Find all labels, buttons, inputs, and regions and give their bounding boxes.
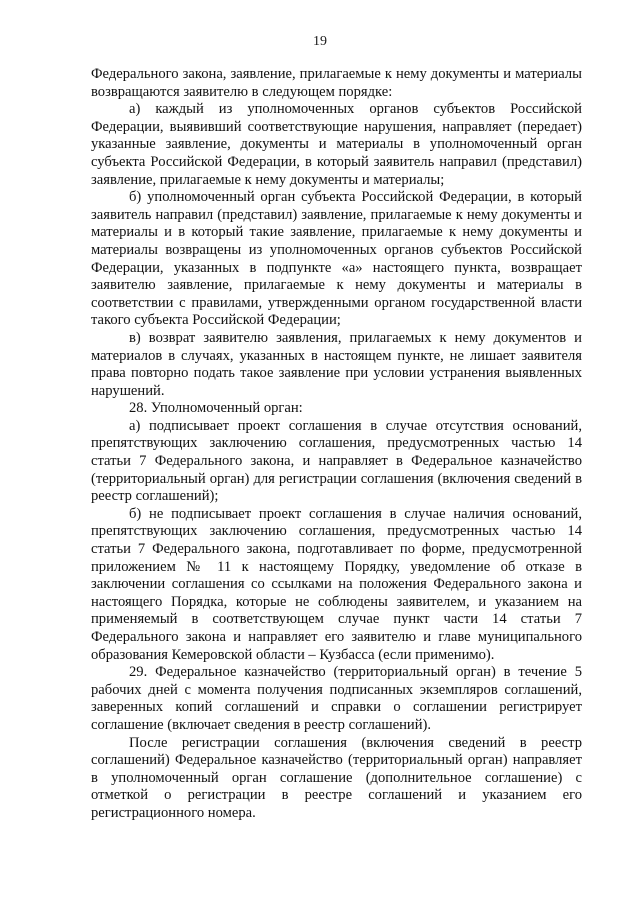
paragraph-subitem-a: а) каждый из уполномоченных органов субъектов Российской Федерации, выявивший соответствующие нарушения, направляет (передает) указанные заявление, документы и материалы в уполномоченный орган субъекта Российской Федерации, в который заявитель направил (представил) заявление, прилагаемые к нему документы и материалы; — [91, 101, 582, 188]
paragraph-subitem-b: б) уполномоченный орган субъекта Российской Федерации, в который заявитель направил (представил) заявление, прилагаемые к нему документы и материалы и в который такие заявление, прилагаемые к нему документы и материалы возвращены из уполномоченных органов субъектов Российской Федерации, указанных в подпункте «а» настоящего пункта, возвращает заявителю заявление, прилагаемые к нему документы и материалы в соответствии с правилами, утвержденными органом государственной власти такого субъекта Российской Федерации; — [91, 189, 582, 329]
page-number: 19 — [313, 34, 327, 49]
document-body — [91, 66, 582, 823]
paragraph-item-28: 28. Уполномоченный орган: — [129, 400, 303, 417]
paragraph-continuation: Федерального закона, заявление, прилагаемые к нему документы и материалы возвращаются заявителю в следующем порядке: — [91, 66, 582, 100]
paragraph-item-28-a: а) подписывает проект соглашения в случае отсутствия оснований, препятствующих заключению соглашения, предусмотренных частью 14 статьи 7 Федерального закона, и направляет в Федеральное казначейство (территориальный орган) для регистрации соглашения (включения сведений в реестр соглашений); — [91, 417, 582, 505]
paragraph-after-registration: После регистрации соглашения (включения сведений в реестр соглашений) Федеральное казначейство (территориальный орган) направляет в уполномоченный орган соглашение (дополнительное соглашение) с отметкой о регистрации в реестре соглашений и указанием его регистрационного номера. — [91, 734, 582, 821]
paragraph-item-28-b: б) не подписывает проект соглашения в случае наличия оснований, препятствующих заключению соглашения, предусмотренных частью 14 статьи 7 Федерального закона, подготавливает по форме, предусмотренной приложением № 11 к настоящему Порядку, уведомление об отказе в заключении соглашения со ссылками на положения Федерального закона и настоящего Порядка, которые не соблюдены заявителем, и указанием на применяемый в соответствующем случае пункт части 14 статьи 7 Федерального закона и направляет его заявителю и главе муниципального образования Кемеровской области – Кузбасса (если применимо). — [91, 505, 582, 663]
paragraph-subitem-v: в) возврат заявителю заявления, прилагаемых к нему документов и материалов в случаях, указанных в настоящем пункте, не лишает заявителя права повторно подать такое заявление при условии устранения выявленных нарушений. — [91, 329, 582, 399]
paragraph-item-29: 29. Федеральное казначейство (территориальный орган) в течение 5 рабочих дней с момента получения подписанных экземпляров соглашений, заверенных копий соглашений и справки о соглашении регистрирует соглашение (включает сведения в реестр соглашений). — [91, 664, 582, 733]
